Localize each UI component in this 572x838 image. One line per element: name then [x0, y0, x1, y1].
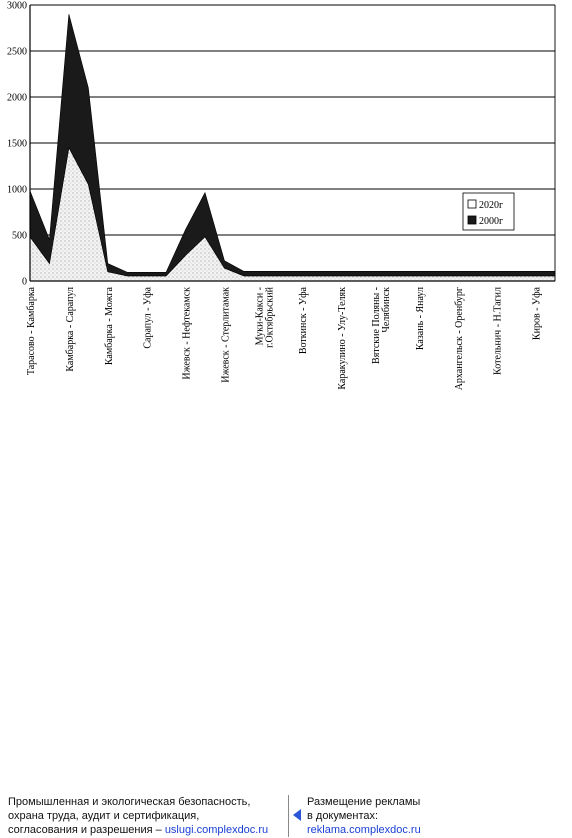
x-tick-label: Камбарка - Можга	[103, 287, 115, 366]
x-tick-label: Казань - Янаул	[414, 287, 426, 351]
legend-swatch	[468, 216, 476, 224]
x-tick-label-group	[143, 286, 154, 348]
footer	[0, 785, 572, 838]
x-tick-label-group	[493, 287, 504, 375]
footer-left-link[interactable]: uslugi.complexdoc.ru	[164, 824, 269, 836]
x-tick-label: Муки-Какси -	[254, 287, 266, 346]
y-tick-label: 500	[12, 230, 27, 242]
footer-left-text: согласования и разрешения –	[8, 824, 165, 836]
y-tick-label: 2500	[7, 46, 27, 58]
x-tick-label: Ижевск - Нефтекамск	[181, 287, 193, 380]
x-tick-label: Архангельск - Оренбург	[453, 287, 465, 391]
footer-left	[8, 795, 288, 837]
x-tick-label: Воткинск - Уфа	[298, 287, 310, 355]
x-tick-label-group	[104, 286, 115, 365]
x-tick-label: Камбарка - Сарапул	[64, 287, 76, 372]
footer-left-line3	[8, 823, 288, 837]
x-tick-label-group	[220, 287, 231, 383]
x-tick-label-group	[65, 287, 76, 372]
footer-right-link[interactable]: reklama.complexdoc.ru	[307, 824, 421, 836]
series-area-2000	[30, 14, 555, 276]
x-tick-label-group	[26, 286, 37, 375]
footer-right	[307, 795, 567, 837]
y-tick-label: 0	[22, 276, 27, 288]
x-tick-label: г.Октябрьский	[264, 287, 276, 348]
legend-label: 2020г	[479, 200, 504, 211]
x-tick-label: Вятские Поляны -	[371, 287, 382, 364]
legend-label: 2000г	[479, 216, 504, 227]
x-tick-label: Каракулино - Улу-Теляк	[337, 287, 349, 390]
x-tick-label-group	[337, 287, 348, 390]
x-tick-label-group	[254, 286, 275, 348]
arrow-left-icon	[293, 809, 301, 821]
y-tick-label: 1500	[7, 138, 27, 150]
x-tick-label-group	[415, 287, 426, 350]
footer-divider	[288, 795, 289, 837]
footer-left-line1: Промышленная и экологическая безопасность,	[8, 796, 251, 808]
footer-right-line1: Размещение рекламы	[307, 796, 421, 808]
x-tick-label-group	[182, 287, 193, 380]
x-tick-label-group	[371, 287, 392, 364]
y-tick-label: 3000	[7, 0, 27, 12]
x-tick-label-group	[454, 287, 465, 390]
area-chart	[0, 0, 572, 400]
x-tick-label-group	[532, 286, 543, 340]
y-tick-label: 2000	[7, 92, 27, 104]
footer-left-line2: охрана труда, аудит и сертификация,	[8, 810, 200, 822]
x-tick-label: Челябинск	[381, 287, 392, 333]
legend-swatch	[468, 200, 476, 208]
y-tick-label: 1000	[7, 184, 27, 196]
x-tick-label-group	[298, 286, 309, 354]
x-tick-label: Киров - Уфа	[531, 287, 543, 341]
x-tick-label: Котельнич - Н.Тагил	[492, 287, 504, 375]
footer-right-line2: в документах:	[307, 810, 379, 822]
x-tick-label: Сарапул - Уфа	[142, 287, 154, 349]
x-tick-label: Тарасово - Камбарка	[26, 287, 37, 376]
x-tick-label: Ижевск - Стерлитамак	[220, 287, 232, 383]
